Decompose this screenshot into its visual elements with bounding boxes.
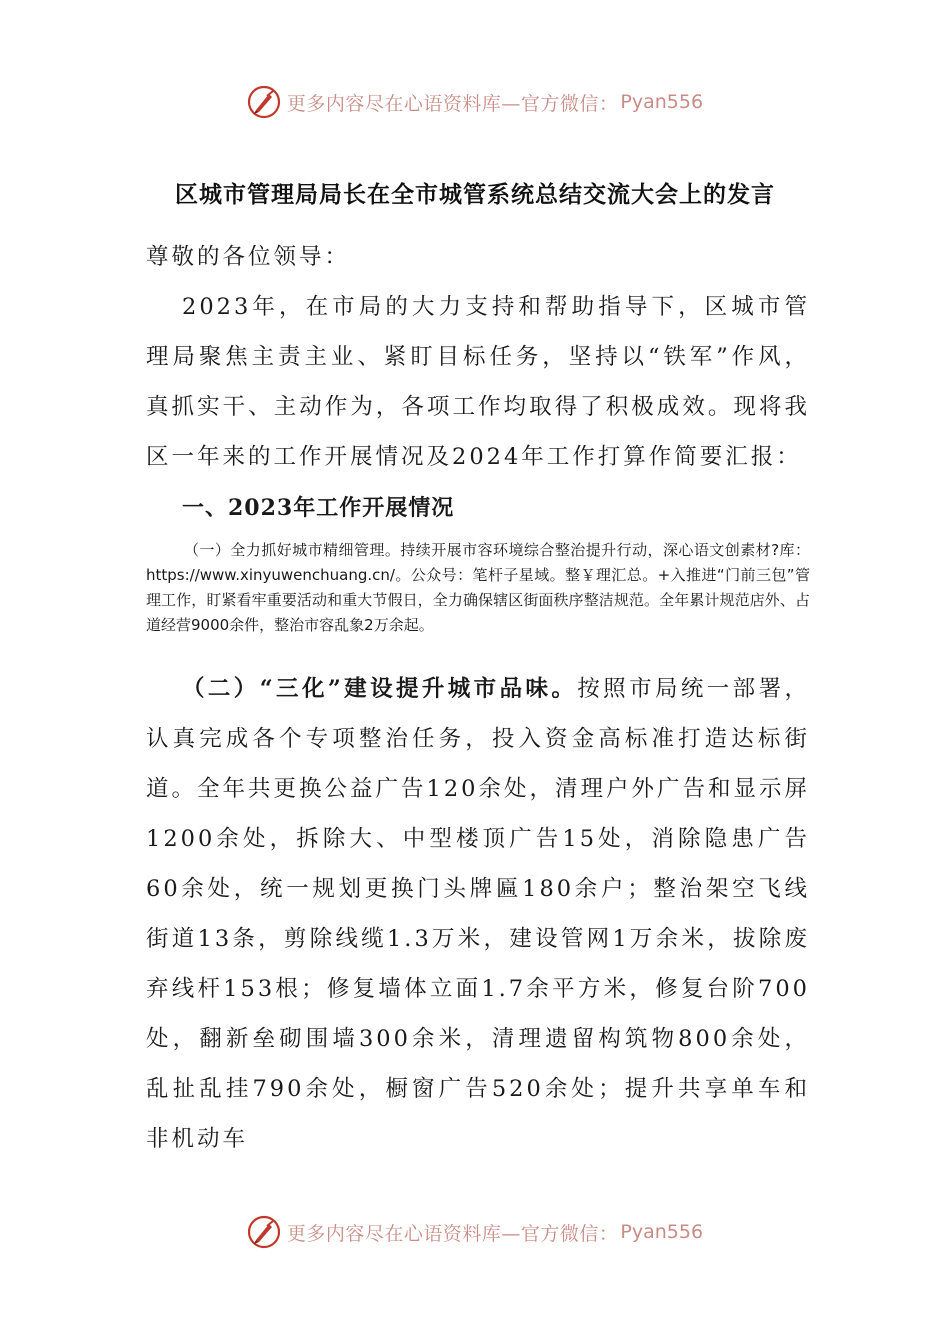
watermark-footer [0, 1212, 950, 1252]
watermark-wechat-id: Pyan556 [620, 91, 704, 113]
intro-paragraph: 2023年，在市局的大力支持和帮助指导下，区城市管理局聚焦主责主业、紧盯目标任务，坚持以“铁军”作风，真抓实干、主动作为，各项工作均取得了积极成效。现将我区一年来的工作开展情况及2024年工作打算作简要汇报： [146, 294, 810, 470]
quill-logo-icon [247, 1215, 281, 1249]
section-2-body: 按照市局统一部署，认真完成各个专项整治任务，投入资金高标准打造达标街道。全年共更换公益广告120余处，清理户外广告和显示屏1200余处，拆除大、中型楼顶广告15处，消除隐患广告60余处，统一规划更换门头牌匾180余户；整治架空飞线街道13条，剪除线缆1.3万米，建设管网1万余米，拔除废弃线杆153根；修复墙体立面1.7余平方米，修复台阶700处，翻新垒砌围墙300余米，清理遗留构筑物800余处，乱扯乱挂790余处，橱窗广告520余处；提升共享单车和非机动车 [146, 676, 810, 1152]
watermark-text: 更多内容尽在心语资料库—官方微信： [286, 92, 619, 115]
watermark-text: 更多内容尽在心语资料库—官方微信： [286, 1222, 619, 1245]
quill-logo-icon [247, 85, 281, 119]
document-title: 区城市管理局局长在全市城管系统总结交流大会上的发言 [175, 181, 775, 208]
section-heading-1: 一、2023年工作开展情况 [182, 495, 455, 521]
section-1-paragraph: （一）全力抓好城市精细管理。持续开展市容环境综合整治提升行动，深心语文创素材?库：https://www.xinyuwenchuang.cn/。公众号：笔杆子星域。整￥理汇总。+入推进“门前三包”管理工作，盯紧看牢重要活动和重大节假日，全力确保辖区街面秩序整洁规范。全年累计规范店外、占道经营9000余件，整治市容乱象2万余起。 [146, 541, 810, 634]
watermark-header [0, 82, 950, 122]
section-2-paragraph [146, 664, 810, 1164]
section-2-title: （二）“三化”建设提升城市品味。 [182, 676, 578, 702]
greeting: 尊敬的各位领导： [146, 244, 351, 270]
watermark-wechat-id: Pyan556 [620, 1221, 704, 1243]
